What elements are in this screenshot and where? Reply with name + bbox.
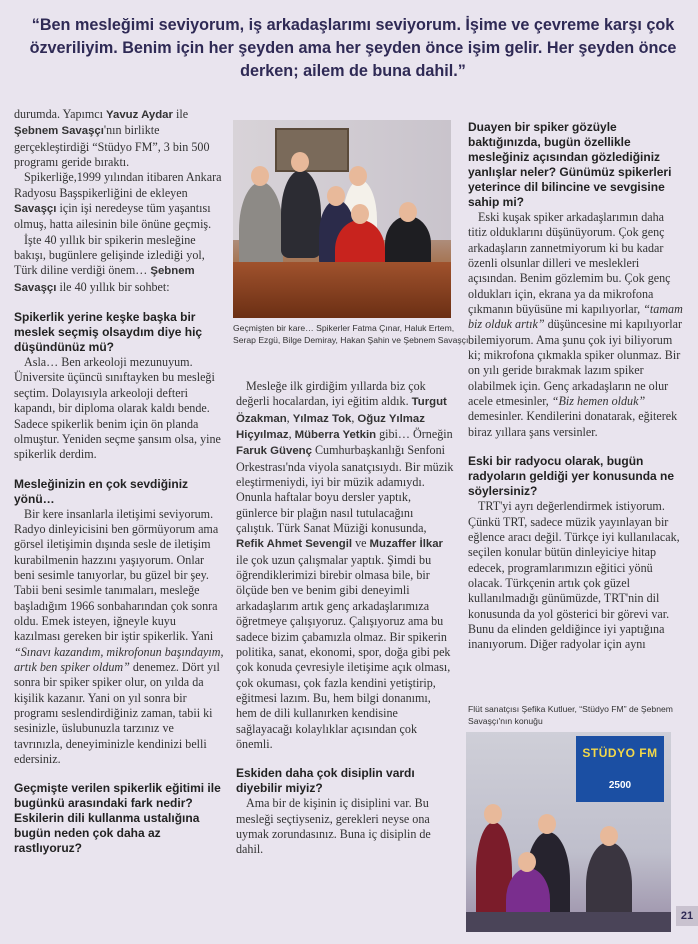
bold-name: Şebnem Savaşçı xyxy=(14,265,195,294)
text-run: , xyxy=(351,410,358,425)
bold-name: Şebnem Savaşçı xyxy=(14,125,104,138)
text-run: ile xyxy=(172,107,189,121)
interview-question: Eskiden daha çok disiplin vardı diyebilir miyiz? xyxy=(236,766,415,796)
italic-quote: “Sınavı kazandım, mikrofonun başındayım, artık ben spiker oldum” xyxy=(14,644,224,674)
column-right xyxy=(468,120,684,653)
column-left xyxy=(14,107,224,856)
text-run: için işi neredeyse tüm yaşantısı olmuş, hatta ailesinin bile önüne geçmiş. xyxy=(14,201,212,232)
column-middle xyxy=(236,379,454,858)
bold-name: Yılmaz Tok xyxy=(292,412,352,425)
photo-caption: Flüt sanatçısı Şefika Kutluer, “Stüdyo FM” de Şebnem Savaşçı'nın konuğu xyxy=(468,704,673,726)
interview-answer xyxy=(236,379,454,752)
bold-name: Muzaffer İlkar xyxy=(369,538,443,551)
text-run: demesinler. Kendilerini donatarak, eğiterek biraz yıllara şans versinler. xyxy=(468,409,678,439)
text-run: ve xyxy=(352,536,370,551)
text-run: Mesleğe ilk girdiğim yıllarda biz çok değerli hocalardan, iyi eğitim aldık. xyxy=(236,379,426,409)
interview-question: Mesleğinizin en çok sevdiğiniz yönü… xyxy=(14,476,189,506)
bold-name: Müberra Yetkin xyxy=(294,429,377,442)
studio-photo xyxy=(466,732,671,932)
text-run: düşüncesine mi kapılıyorlar bilemiyorum. Ama şunu çok iyi biliyorum ki; mikrofona çıkmakla spiker olunmaz. Bir on yılı geride bırakmak lazım spiker olabilmek için. Genç arkadaşların ne olur acele etmesinler, xyxy=(468,317,682,409)
photo-caption: Geçmişten bir kare… Spikerler Fatma Çınar, Haluk Ertem, Serap Ezgü, Bilge Demiray, Hakan Şahin ve Şebnem Savaşçı. xyxy=(233,323,471,345)
logo-title: STÜDYO FM xyxy=(582,746,658,760)
italic-quote: “Biz hemen olduk” xyxy=(551,394,646,409)
paragraph xyxy=(14,107,224,170)
interview-answer xyxy=(468,210,684,440)
text-run: , xyxy=(288,427,295,442)
text-run: 'nın birlikte gerçekleştirdiği “Stüdyo FM”, 3 bin 500 programı geride bıraktı. xyxy=(14,123,210,170)
interview-question: Spikerlik yerine keşke başka bir meslek seçmiş olsaydım diye hiç düşündünüz mü? xyxy=(14,310,203,355)
paragraph xyxy=(14,170,224,232)
text-run: ile çok uzun çalışmalar yaptık. Şimdi bu öğrendiklerimizi birebir olmasa bile, bir ölçüde ben ve benim gibi deneyimli arkadaşlarım artık genç arkadaşlarımıza öğretmeye çalışıyoruz. Çalışıyoruz ama bu sadece bizim çabamızla olmaz. Bir spikerin politika, sanat, ekonomi, spor, doğa gibi pek çok konuda çevresiyle iletişime açık olması, çok okuması, çok fazla kendini yetiştirip, eğitmesi lazım. Bu, hem bilgi donanımı, hem de dili kullanırken kendisine sağlayacağı kolaylıklar açısından çok önemli. xyxy=(236,552,451,751)
bold-name: Yavuz Aydar xyxy=(106,109,173,121)
interview-answer: Asla… Ben arkeoloji mezunuyum. Üniversite üçüncü sınıftayken bu mesleği seçtim. Dolayısıyla arkeoloji defteri kapandı, bir diploma olarak kaldı bende. Sadece spikerlik benim için ön planda olmuştur. Yeniden seçme şansım olsa, yine spikerlik derdim. xyxy=(14,355,221,462)
italic-quote: “tamam biz olduk artık” xyxy=(468,302,683,332)
bold-name: Refik Ahmet Sevengil xyxy=(236,538,353,551)
interview-answer: Ama bir de kişinin iç disiplini var. Bu mesleği seçtiyseniz, gerekleri neyse ona uymak zorundasınız. Buna iç disiplin de dahil. xyxy=(236,796,431,857)
text-run: gibi… Örneğin xyxy=(376,427,453,442)
text-run: Spikerliğe,1999 yılından itibaren Ankara Radyosu Başspikerliğini de ekleyen xyxy=(14,170,222,200)
text-run: İşte 40 yıllık bir spikerin mesleğine bakışı, bugünlere gelişinde izlediği yol, Türk diline verdiği önem… xyxy=(14,232,205,278)
studio-fm-logo xyxy=(576,736,664,802)
interview-question: Eski bir radyocu olarak, bugün radyoların geldiği yer konusunda ne söylersiniz? xyxy=(468,454,675,499)
interview-question: Duayen bir spiker gözüyle baktığınızda, bugün özellikle mesleğiniz açısından gözlediğiniz yanlışlar neler? Günümüz spikerleri yeterince dil bilincine ve sevgisine sahip mi? xyxy=(468,120,672,209)
interview-question: Geçmişte verilen spikerlik eğitimi ile bugünkü arasındaki fark nedir? Eskilerin dili kullanma ustalığına bugün neden çok daha az rastlıyoruz? xyxy=(14,781,221,856)
logo-number: 2500 xyxy=(608,780,632,791)
text-run: denemez. Dört yıl sonra bir spiker spiker olur, on yılda da kişilik kazanır. Yani on yıl sonra bir programı seslendirdiğiniz zaman, tabii ki sesinizle, üslubunuzla tarzınız ve tavrınızla, deneyiminizle kendinizi belli edersiniz. xyxy=(14,659,220,767)
bold-name: Turgut Özakman xyxy=(236,396,447,425)
pull-quote: “Ben mesleğimi seviyorum, iş arkadaşlarımı seviyorum. İşime ve çevreme karşı çok özveriliyim. Benim için her şeyden ama her şeyden önce işim gelir. Her şeyden önce derken; ailem de buna dahil.” xyxy=(29,16,677,80)
bold-name: Savaşçı xyxy=(14,203,57,216)
page-number: 21 xyxy=(676,906,698,926)
paragraph xyxy=(14,233,224,296)
interview-answer xyxy=(14,507,224,768)
interview-answer: TRT'yi ayrı değerlendirmek istiyorum. Çünkü TRT, sadece müzik yayınlayan bir eğlence aracı değil. Türkçe iyi kullanılacak, seçilen konular bütün dinleyiciye hitap edecek, programlarımızın eğitici yönü olacak. Türkçenin artık çok güzel kullanılmadığı günümüzde, TRT'nin dil konusunda da yol gösterici bir görevi var. Bunu da elinden geldiğince iyi yaptığına inanıyorum. Diğer radyolar için aynı xyxy=(468,499,680,652)
archive-photo xyxy=(233,120,451,318)
text-run: Bir kere insanlarla iletişimi seviyorum. Radyo dinleyicisini ben görmüyorum ama görsel iletişimin dışında sesle de iletişim kurabilmenin hazzını yaşıyorum. Onlar beni sesimle tanıyorlar, bu güzel bir şey. Tabii beni sesimle tanımaları, mesleğe başladığım 1966 sonbaharından çok sonra oldu. Emek isteyen, iğneyle kuyu kazılması gereken bir iştir spikerlik. Yani xyxy=(14,506,219,644)
text-run: Eski kuşak spiker arkadaşlarımın daha titiz olduklarını düşünüyorum. Çok genç arkadaşların zannetmiyorum ki bu kadar özenli olsunlar dilleri ve meslekleri açısından. Benim gözlemim bu. Çok genç oldukları için, ekrana ya da mikrofona çıkmanın büyüsüne mi kapılıyorlar, xyxy=(468,210,671,317)
text-run: durumda. Yapımcı xyxy=(14,107,107,121)
bold-name: Oğuz Yılmaz Hiçyılmaz xyxy=(236,412,425,442)
bold-name: Faruk Güvenç xyxy=(236,445,312,458)
text-run: ile 40 yıllık bir sohbet: xyxy=(56,279,170,294)
text-run: , xyxy=(286,410,293,425)
text-run: Cumhurbaşkanlığı Senfoni Orkestrası'nda viyola sanatçısıydı. Bir müzik eleştirmeniydi, iyi bir müzik adamıydı. Onunla haftalar boyu dersler yaptık, günlerce bir plağın nasıl tutulacağını çalıştık. Türk Sanat Müziği konusunda, xyxy=(236,443,454,536)
